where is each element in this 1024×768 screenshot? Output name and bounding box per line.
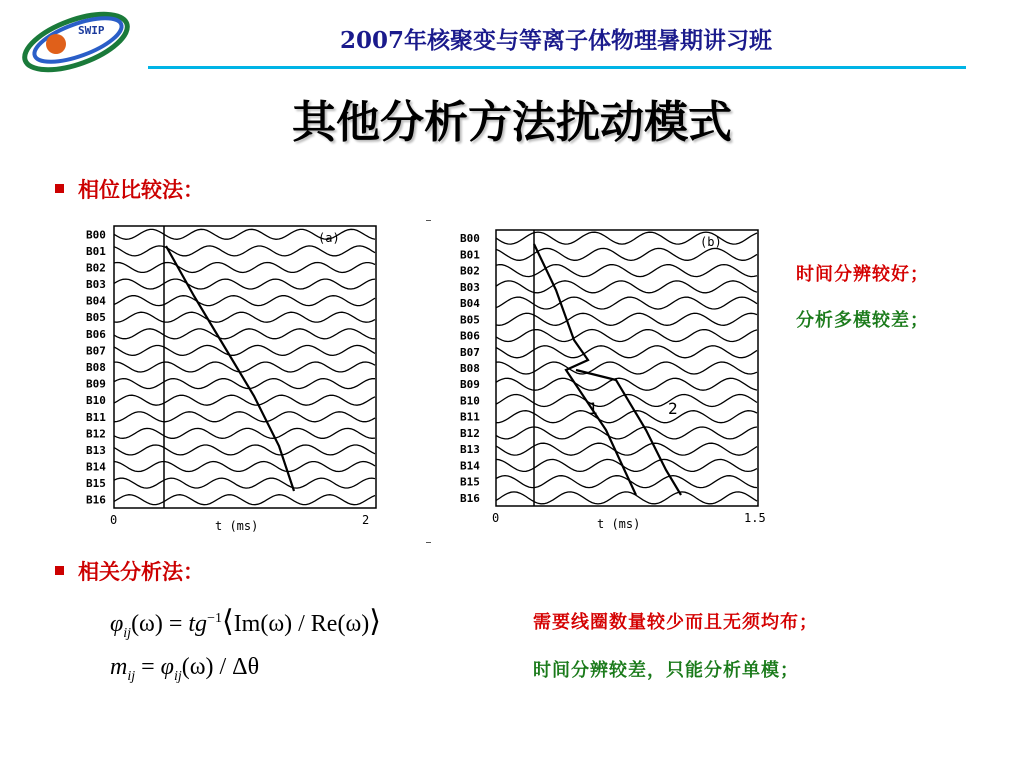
signal-trace <box>114 445 375 455</box>
channel-label: B04 <box>86 294 106 308</box>
channel-label: B09 <box>86 377 106 391</box>
bullet-phase-comparison: 相位比较法： <box>55 174 204 204</box>
channel-label: B11 <box>460 410 480 424</box>
signal-trace <box>496 248 757 260</box>
logo-text: SWIP <box>78 24 105 37</box>
formula-phase: $\varphi_{ij}(\omega)$ = $tg^{-1}⟨Im(\omega)$ / Re(ω)⟩ <box>110 605 381 641</box>
slide-title: 其他分析方法扰动模式 <box>292 97 732 148</box>
signal-trace <box>496 346 757 358</box>
crop-marker <box>426 220 431 221</box>
channel-label: B14 <box>460 459 480 473</box>
header-title: 2007年核聚变与等离子体物理暑期讲习班 <box>340 27 773 54</box>
channel-label: B07 <box>460 345 480 359</box>
channel-label: B15 <box>86 477 106 491</box>
signal-trace <box>496 330 757 342</box>
channel-label: B04 <box>460 297 480 311</box>
bullet-square-icon <box>55 184 64 193</box>
signal-trace <box>496 411 757 423</box>
channel-label: B16 <box>460 491 480 505</box>
bullet-square-icon <box>55 566 64 575</box>
signal-trace <box>496 313 757 325</box>
signal-trace <box>114 345 375 355</box>
channel-label: B08 <box>460 362 480 375</box>
panel-label: (b) <box>700 235 722 249</box>
phase-line <box>534 244 636 495</box>
swip-logo <box>18 6 136 78</box>
note-multimode-poor: 分析多模较差； <box>796 310 929 331</box>
x-tick-label: 1.5 <box>744 511 766 525</box>
note-time-resolution-good: 时间分辨较好； <box>796 264 929 285</box>
signal-trace <box>114 478 375 488</box>
panel-label: (a) <box>318 231 340 245</box>
signal-trace <box>496 443 757 455</box>
channel-label: B12 <box>86 427 106 441</box>
signal-trace <box>114 428 375 438</box>
channel-label: B06 <box>460 329 480 343</box>
signal-trace <box>114 279 375 289</box>
channel-label: B02 <box>460 264 480 278</box>
channel-label: B03 <box>86 278 106 292</box>
formula-mode-number: $m_{ij} = \varphi_{ij}(\omega) / \Delta\theta$ <box>110 654 260 684</box>
signal-trace <box>114 412 375 422</box>
chart-a <box>84 222 384 532</box>
signal-trace <box>496 265 757 277</box>
channel-label: B13 <box>460 443 480 457</box>
channel-label: B05 <box>460 313 480 327</box>
signal-trace <box>114 462 375 472</box>
channel-label: B00 <box>86 228 106 242</box>
channel-label: B05 <box>86 311 106 325</box>
signal-trace <box>114 395 375 405</box>
channel-label: B01 <box>86 244 106 258</box>
channel-label: B01 <box>460 248 480 262</box>
note-fewer-coils: 需要线圈数量较少而且无须均布； <box>533 612 818 633</box>
channel-label: B15 <box>460 475 480 489</box>
channel-label: B10 <box>460 394 480 408</box>
channel-label: B14 <box>86 460 106 474</box>
signal-trace <box>496 378 757 390</box>
channel-label: B02 <box>86 261 106 275</box>
channel-label: B16 <box>86 493 106 507</box>
signal-trace <box>496 459 757 471</box>
chart-b <box>458 226 774 532</box>
channel-label: B07 <box>86 344 106 358</box>
channel-label: B06 <box>86 327 106 341</box>
signal-trace <box>496 492 757 504</box>
bullet-correlation-analysis: 相关分析法： <box>55 556 204 586</box>
signal-trace <box>496 427 757 439</box>
x-axis-label: t (ms) <box>597 517 641 531</box>
mode-label: 1 <box>588 399 598 418</box>
signal-trace <box>496 362 757 374</box>
signal-trace <box>114 362 375 372</box>
channel-label: B00 <box>460 232 480 246</box>
signal-trace <box>114 246 375 256</box>
channel-label: B08 <box>86 361 106 374</box>
signal-trace <box>496 281 757 293</box>
signal-trace <box>114 263 375 273</box>
x-axis-label: t (ms) <box>215 519 259 532</box>
header-divider <box>148 66 966 69</box>
crop-marker <box>426 542 431 543</box>
signal-trace <box>114 296 375 306</box>
signal-trace <box>496 476 757 488</box>
channel-label: B10 <box>86 394 106 408</box>
channel-label: B12 <box>460 426 480 440</box>
signal-trace <box>496 297 757 309</box>
signal-trace <box>114 312 375 322</box>
x-tick-label: 2 <box>362 513 370 527</box>
signal-trace <box>114 495 375 505</box>
channel-label: B03 <box>460 280 480 294</box>
x-tick-label: 0 <box>492 511 500 525</box>
channel-label: B13 <box>86 443 106 457</box>
mode-label: 2 <box>668 399 678 418</box>
signal-trace <box>114 329 375 339</box>
x-tick-label: 0 <box>110 513 118 527</box>
channel-label: B09 <box>460 378 480 392</box>
channel-label: B11 <box>86 410 106 424</box>
note-single-mode-only: 时间分辨较差，只能分析单模； <box>533 660 799 681</box>
